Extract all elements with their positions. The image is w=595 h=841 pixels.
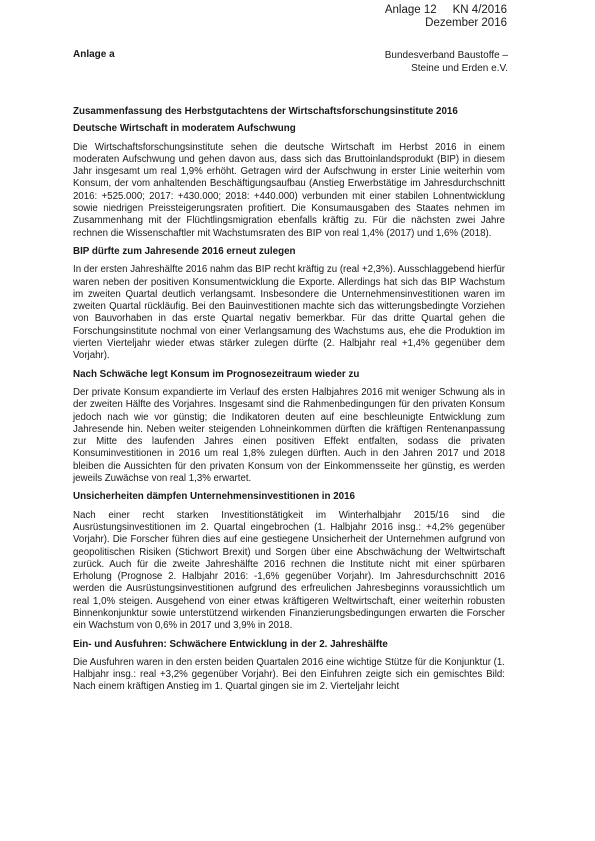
section-heading: BIP dürfte zum Jahresende 2016 erneut zulegen — [73, 245, 296, 257]
section-body: Der private Konsum expandierte im Verlauf des ersten Halbjahres 2016 mit weniger Schwung als in der zweiten Hälfte des Vorjahres. Insgesamt sind die Rahmenbedingungen für den privaten Konsum jedoch nach wie vor günstig; die Indikatoren deuten auf eine beschleunigte Entwicklung zum Jahresende hin. Neben weiter steigenden Lohneinkommen dürften die kräftigen Rentenanpassung zur Mitte des laufenden Jahres einen positiven Effekt entfalten, sodass die privaten Konsuminvestitionen in 2016 um real 1,8% zulegen dürften. Auch in den Jahren 2017 und 2018 bleiben die Aussichten für den privaten Konsum von der Einkommensseite her günstig, es werden jeweils Zuwächse von real 1,3% erwartet. — [73, 386, 505, 485]
annex-sub-label: Anlage a — [73, 49, 115, 60]
section-body: Die Ausfuhren waren in den ersten beiden Quartalen 2016 eine wichtige Stütze für die Konjunktur (1. Halbjahr insg.: real +3,2% gegenüber Vorjahr). Bei den Einfuhren zeigte sich ein gemischtes Bild: Nach einem kräftigen Anstieg im 1. Quartal gingen sie im 2. Vierteljahr leicht — [73, 656, 505, 693]
document-content — [73, 106, 505, 694]
document-title: Zusammenfassung des Herbstgutachtens der Wirtschaftsforschungsinstitute 2016 — [73, 106, 458, 117]
section-body: Nach einer recht starken Investitionstätigkeit im Winterhalbjahr 2015/16 sind die Ausrüstungsinvestitionen im 2. Quartal eingebrochen (1. Halbjahr 2016 insg.: +4,2% gegenüber Vorjahr). Die Forscher führen dies auf eine gestiegene Unsicherheit der Unternehmen aufgrund von geopolitischen Risiken (Stichwort Brexit) und Sorgen über eine Abschwächung der Weltwirtschaft zurück. Auch für die zweite Jahreshälfte 2016 rechnen die Institute nicht mit einer spürbaren Erholung (Prognose 2. Halbjahr 2016: -1,6% gegenüber Vorjahr). Im Jahresdurchschnitt 2016 werden die Ausrüstungsinvestitionen aufgrund des erfreulichen Jahresbeginns voraussichtlich um real 1,0% steigen. Ausgehend von einer etwas kräftigeren Weltwirtschaft, einer weiterhin robusten Binnenkonjunktur sowie unterstützend wirkenden Finanzierungsbedingungen erwarten die Forscher ein Wachstum von 0,6% in 2017 und 3,9% in 2018. — [73, 509, 505, 632]
organization-block — [385, 49, 508, 75]
page-header — [385, 4, 507, 30]
organization-line-1: Bundesverband Baustoffe – — [384, 50, 508, 61]
section-heading: Ein- und Ausfuhren: Schwächere Entwicklung in der 2. Jahreshälfte — [73, 638, 388, 650]
section-heading: Deutsche Wirtschaft in moderatem Aufschwung — [73, 123, 296, 135]
section-heading: Nach Schwäche legt Konsum im Prognosezeitraum wieder zu — [73, 368, 360, 380]
organization-line-2: Steine und Erden e.V. — [411, 63, 508, 74]
section-body: Die Wirtschaftsforschungsinstitute sehen die deutsche Wirtschaft im Herbst 2016 in einem moderaten Aufschwung und gehen davon aus, dass sich das Bruttoinlandsprodukt (BIP) in diesem Jahr insgesamt um real 1,9% erhöht. Getragen wird der Aufschwung in erster Linie weiterhin vom Konsum, der vom anhaltenden Beschäftigungsaufbau (Anstieg Erwerbstätige im Jahresdurchschnitt 2016: +525.000; 2017: +430.000; 2018: +440.000) verbunden mit einer stabilen Lohnentwicklung sowie niedrigen Preissteigerungsraten profitiert. Die Konsumausgaben des Staates nehmen im Zusammenhang mit der Flüchtlingsmigration ebenfalls kräftig zu. Für die nächsten zwei Jahre rechnen die Wissenschaftler mit Wachstumsraten des BIP von real 1,4% (2017) und 1,6% (2018). — [73, 141, 505, 239]
issue-number: KN 4/2016 — [452, 4, 507, 16]
header-date: Dezember 2016 — [425, 17, 507, 29]
header-top-row — [385, 4, 507, 17]
annex-label: Anlage 12 — [384, 4, 437, 16]
section-heading: Unsicherheiten dämpfen Unternehmensinvestitionen in 2016 — [73, 491, 356, 503]
section-body: In der ersten Jahreshälfte 2016 nahm das BIP recht kräftig zu (real +2,3%). Ausschlaggebend hierfür waren neben der positiven Konsumentwicklung die Exporte. Allerdings hat sich das BIP Wachstum im zweiten Quartal deutlich verlangsamt. Insbesondere die Unternehmensinvestitionen waren im zweiten Quartal rückläufig. Bei den Bauinvestitionen machte sich das witterungsbedingte Vorziehen von Bauvorhaben in das erste Quartal negativ bemerkbar. Für das dritte Quartal gehen die Forschungsinstitute nochmal von einer Verlangsamung des Wachstums aus, ehe die Produktion im vierten Vierteljahr wieder etwas stärker zulegen dürfte (2. Halbjahr real +1,4% gegenüber dem Vorjahr). — [73, 264, 505, 362]
